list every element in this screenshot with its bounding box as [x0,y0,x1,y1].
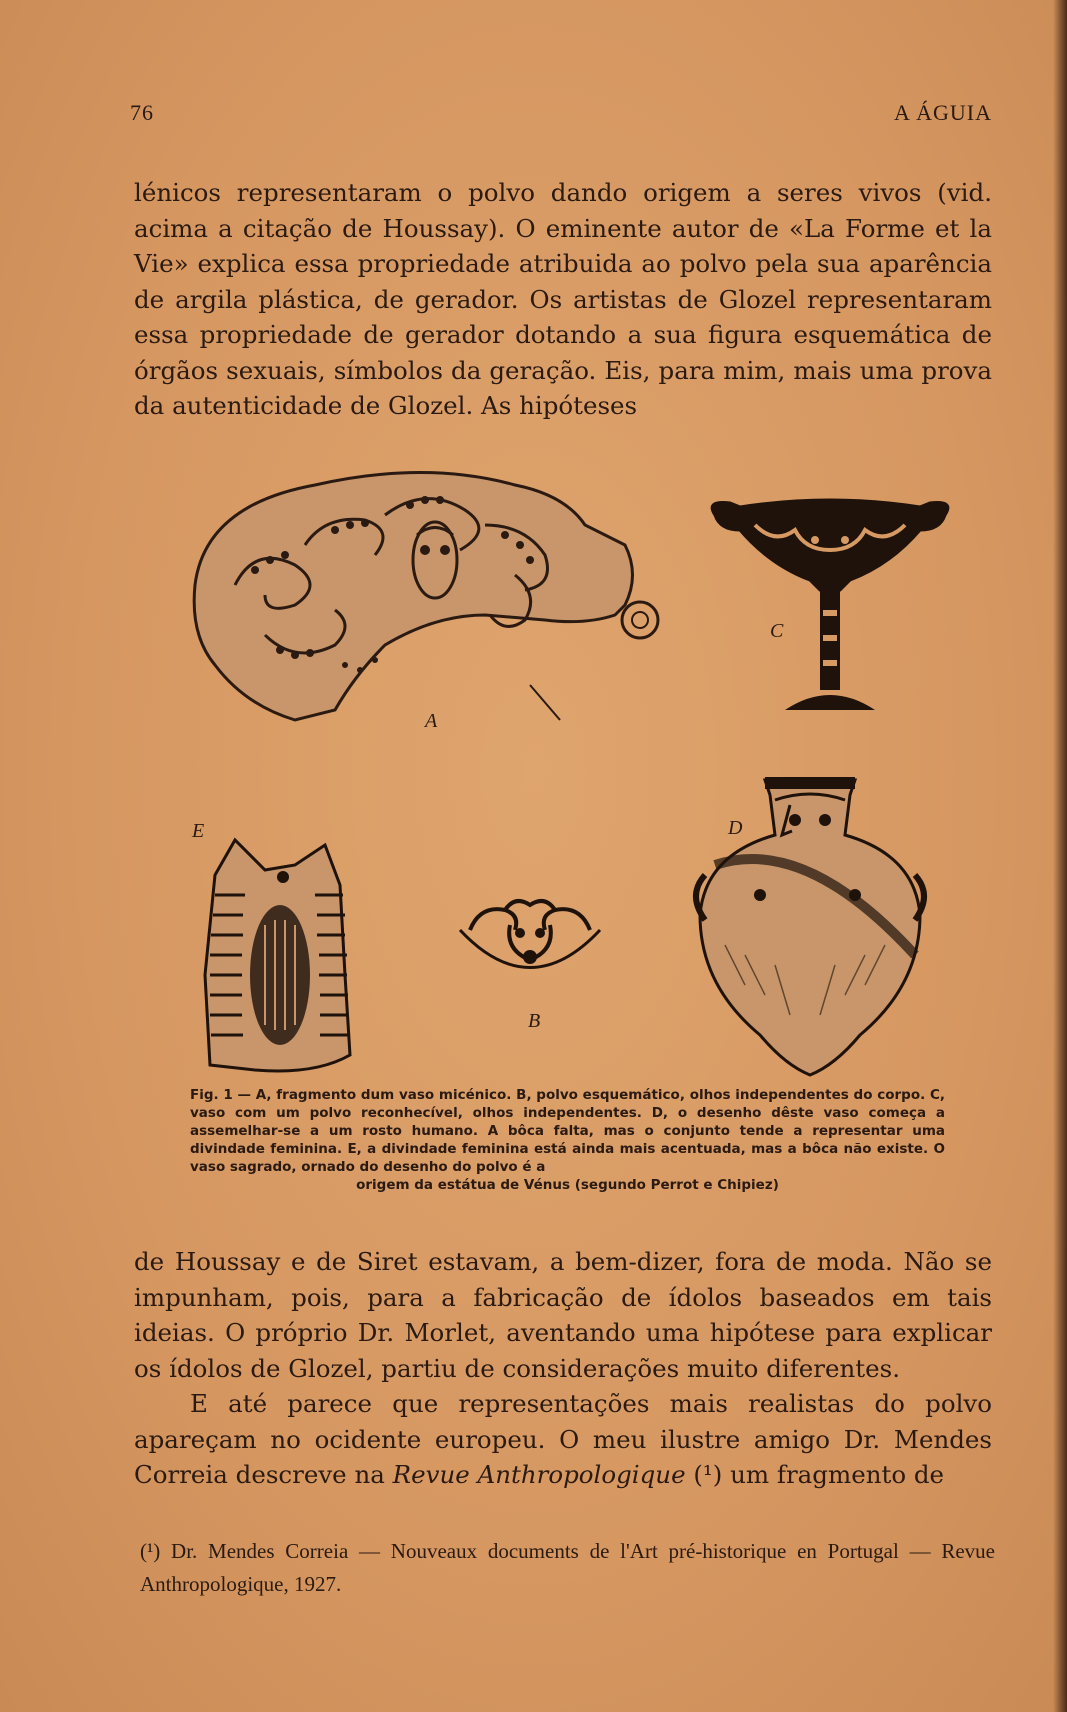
body-paragraph-bottom-2 [134,1386,992,1493]
figure-caption [190,1086,945,1194]
page-header [130,100,992,130]
body-paragraph-bottom-1: de Houssay e de Siret estavam, a bem-dizer, fora de moda. Não se impunham, pois, para a fabricação de ídolos baseados em tais ideias. O próprio Dr. Morlet, aventando uma hipótese para explicar os ídolos de Glozel, partiu de considerações muito diferentes. [134,1247,992,1383]
body-paragraph-top: lénicos representaram o polvo dando origem a seres vivos (vid. acima a citação de Houssay). O eminente autor de «La Forme et la Vie» explica essa propriedade atribuida ao polvo pela sua aparência de argila plástica, de gerador. Os artistas de Glozel representaram essa propriedade de gerador dotando a sua figura esquemática de órgãos sexuais, símbolos da geração. Eis, para mim, mais uma prova da autenticidade de Glozel. As hipóteses [134,178,992,420]
figure-label-e: E [192,820,205,842]
body-text-bottom [134,1244,992,1493]
figure-illustration [180,465,960,1090]
paragraph-text-after-title: (¹) um fragmento de [693,1460,945,1489]
goblet-c-drawing [710,495,950,720]
figure-label-d: D [728,817,743,839]
idol-e-drawing [195,835,365,1080]
running-head: A ÁGUIA [893,100,992,125]
figure-caption-last-line: origem da estátua de Vénus (segundo Perrot e Chipiez) [356,1177,779,1193]
figure-label-a: A [425,710,438,732]
paragraph-text-before-title: E até parece que representações mais realistas do polvo apareçam no ocidente europeu. O meu ilustre amigo Dr. Mendes Correia descreve na [134,1389,992,1489]
journal-title: Revue Anthropologique [392,1460,686,1489]
page-edge-shadow [1053,0,1067,1712]
figure-label-c: C [770,620,784,642]
figure-caption-text: Fig. 1 — A, fragmento dum vaso micénico. B, polvo esquemático, olhos independentes do corpo. C, vaso com um polvo reconhecível, olhos independentes. D, o desenho dêste vaso começa a assemelhar-se a um rosto humano. A bôca falta, mas o conjunto tende a representar uma divindade feminina. E, a divindade feminina está ainda mais acentuada, mas a bôca não existe. O vaso sagrado, ornado do desenho do polvo é a [190,1087,945,1175]
footnote: (¹) Dr. Mendes Correia — Nouveaux documents de l'Art pré-historique en Portugal — Revue Anthropologique, 1927. [140,1539,995,1596]
octopus-b-drawing [450,885,610,995]
page-number: 76 [130,100,154,125]
figure-label-b: B [528,1010,541,1032]
vase-d-drawing [685,775,935,1080]
